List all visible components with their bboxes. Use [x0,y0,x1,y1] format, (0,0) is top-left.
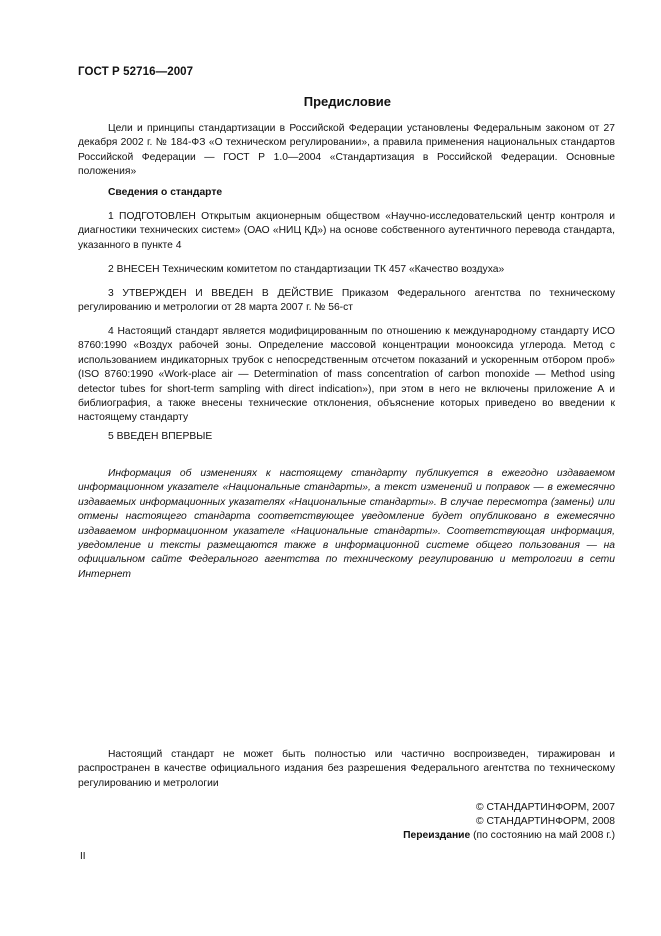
notice-paragraph: Информация об изменениях к настоящему стандарту публикуется в ежегодно издаваемом информационном указателе «Национальные стандарты», а текст изменений и поправок — в ежемесячно издаваемых информационных указателях «Национальные стандарты». В случае пересмотра (замены) или отмены настоящего стандарта соответствующее уведомление будет опубликовано в ежемесячно издаваемом информационном указателе «Национальные стандарты». Соответствующая информация, уведомление и тексты размещаются также в информационной системе общего пользования — на официальном сайте Федерального агентства по техническому регулированию и метрологии в сети Интернет [78,468,615,580]
reissue-line [78,829,615,843]
section-heading: Сведения о стандарте [108,187,223,198]
reissue-label: Переиздание [403,830,471,841]
list-item-3: 3 УТВЕРЖДЕН И ВВЕДЕН В ДЕЙСТВИЕ Приказом Федерального агентства по техническому регулированию и метрологии от 28 марта 2007 г. № 56-ст [78,288,615,314]
copyright-notice: Настоящий стандарт не может быть полностью или частично воспроизведен, тиражирован и распространен в качестве официального издания без разрешения Федерального агентства по техническому регулированию и метрологии [78,749,615,789]
page-title: Предисловие [303,94,391,109]
list-item-1: 1 ПОДГОТОВЛЕН Открытым акционерным обществом «Научно-исследовательский центр контроля и диагностики технических систем» (ОАО «НИЦ КД») на основе собственного аутентичного перевода стандарта, указанного в пункте 4 [78,211,615,251]
copyright-2008: © СТАНДАРТИНФОРМ, 2008 [476,816,615,827]
intro-paragraph: Цели и принципы стандартизации в Российской Федерации установлены Федеральным законом от 27 декабря 2002 г. № 184-ФЗ «О техническом регулировании», а правила применения национальных стандартов Российской Федерации — ГОСТ Р 1.0—2004 «Стандартизация в Российской Федерации. Основные положения» [78,123,615,178]
reissue-text: (по состоянию на май 2008 г.) [470,830,615,841]
copyright-2007: © СТАНДАРТИНФОРМ, 2007 [476,802,615,813]
standard-code: ГОСТ Р 52716—2007 [78,66,194,78]
list-item-5: 5 ВВЕДЕН ВПЕРВЫЕ [108,431,213,442]
list-item-4: 4 Настоящий стандарт является модифицированным по отношению к международному стандарту ИСО 8760:1990 «Воздух рабочей зоны. Определение массовой концентрации монооксида углерода. Метод с использованием индикаторных трубок с непосредственным отсчетом показаний и ускоренным отбором проб» (ISO 8760:1990 «Work-place air — Determination of mass concentration of carbon monoxide — Method using detector tubes for short-term sampling with direct indication»), при этом в него не включены приложение А и библиография, а также внесены технические отклонения, объяснение которых приведено во введении к настоящему стандарту [78,326,615,424]
list-item-2: 2 ВНЕСЕН Техническим комитетом по стандартизации ТК 457 «Качество воздуха» [108,264,505,275]
page-number: II [80,851,86,862]
